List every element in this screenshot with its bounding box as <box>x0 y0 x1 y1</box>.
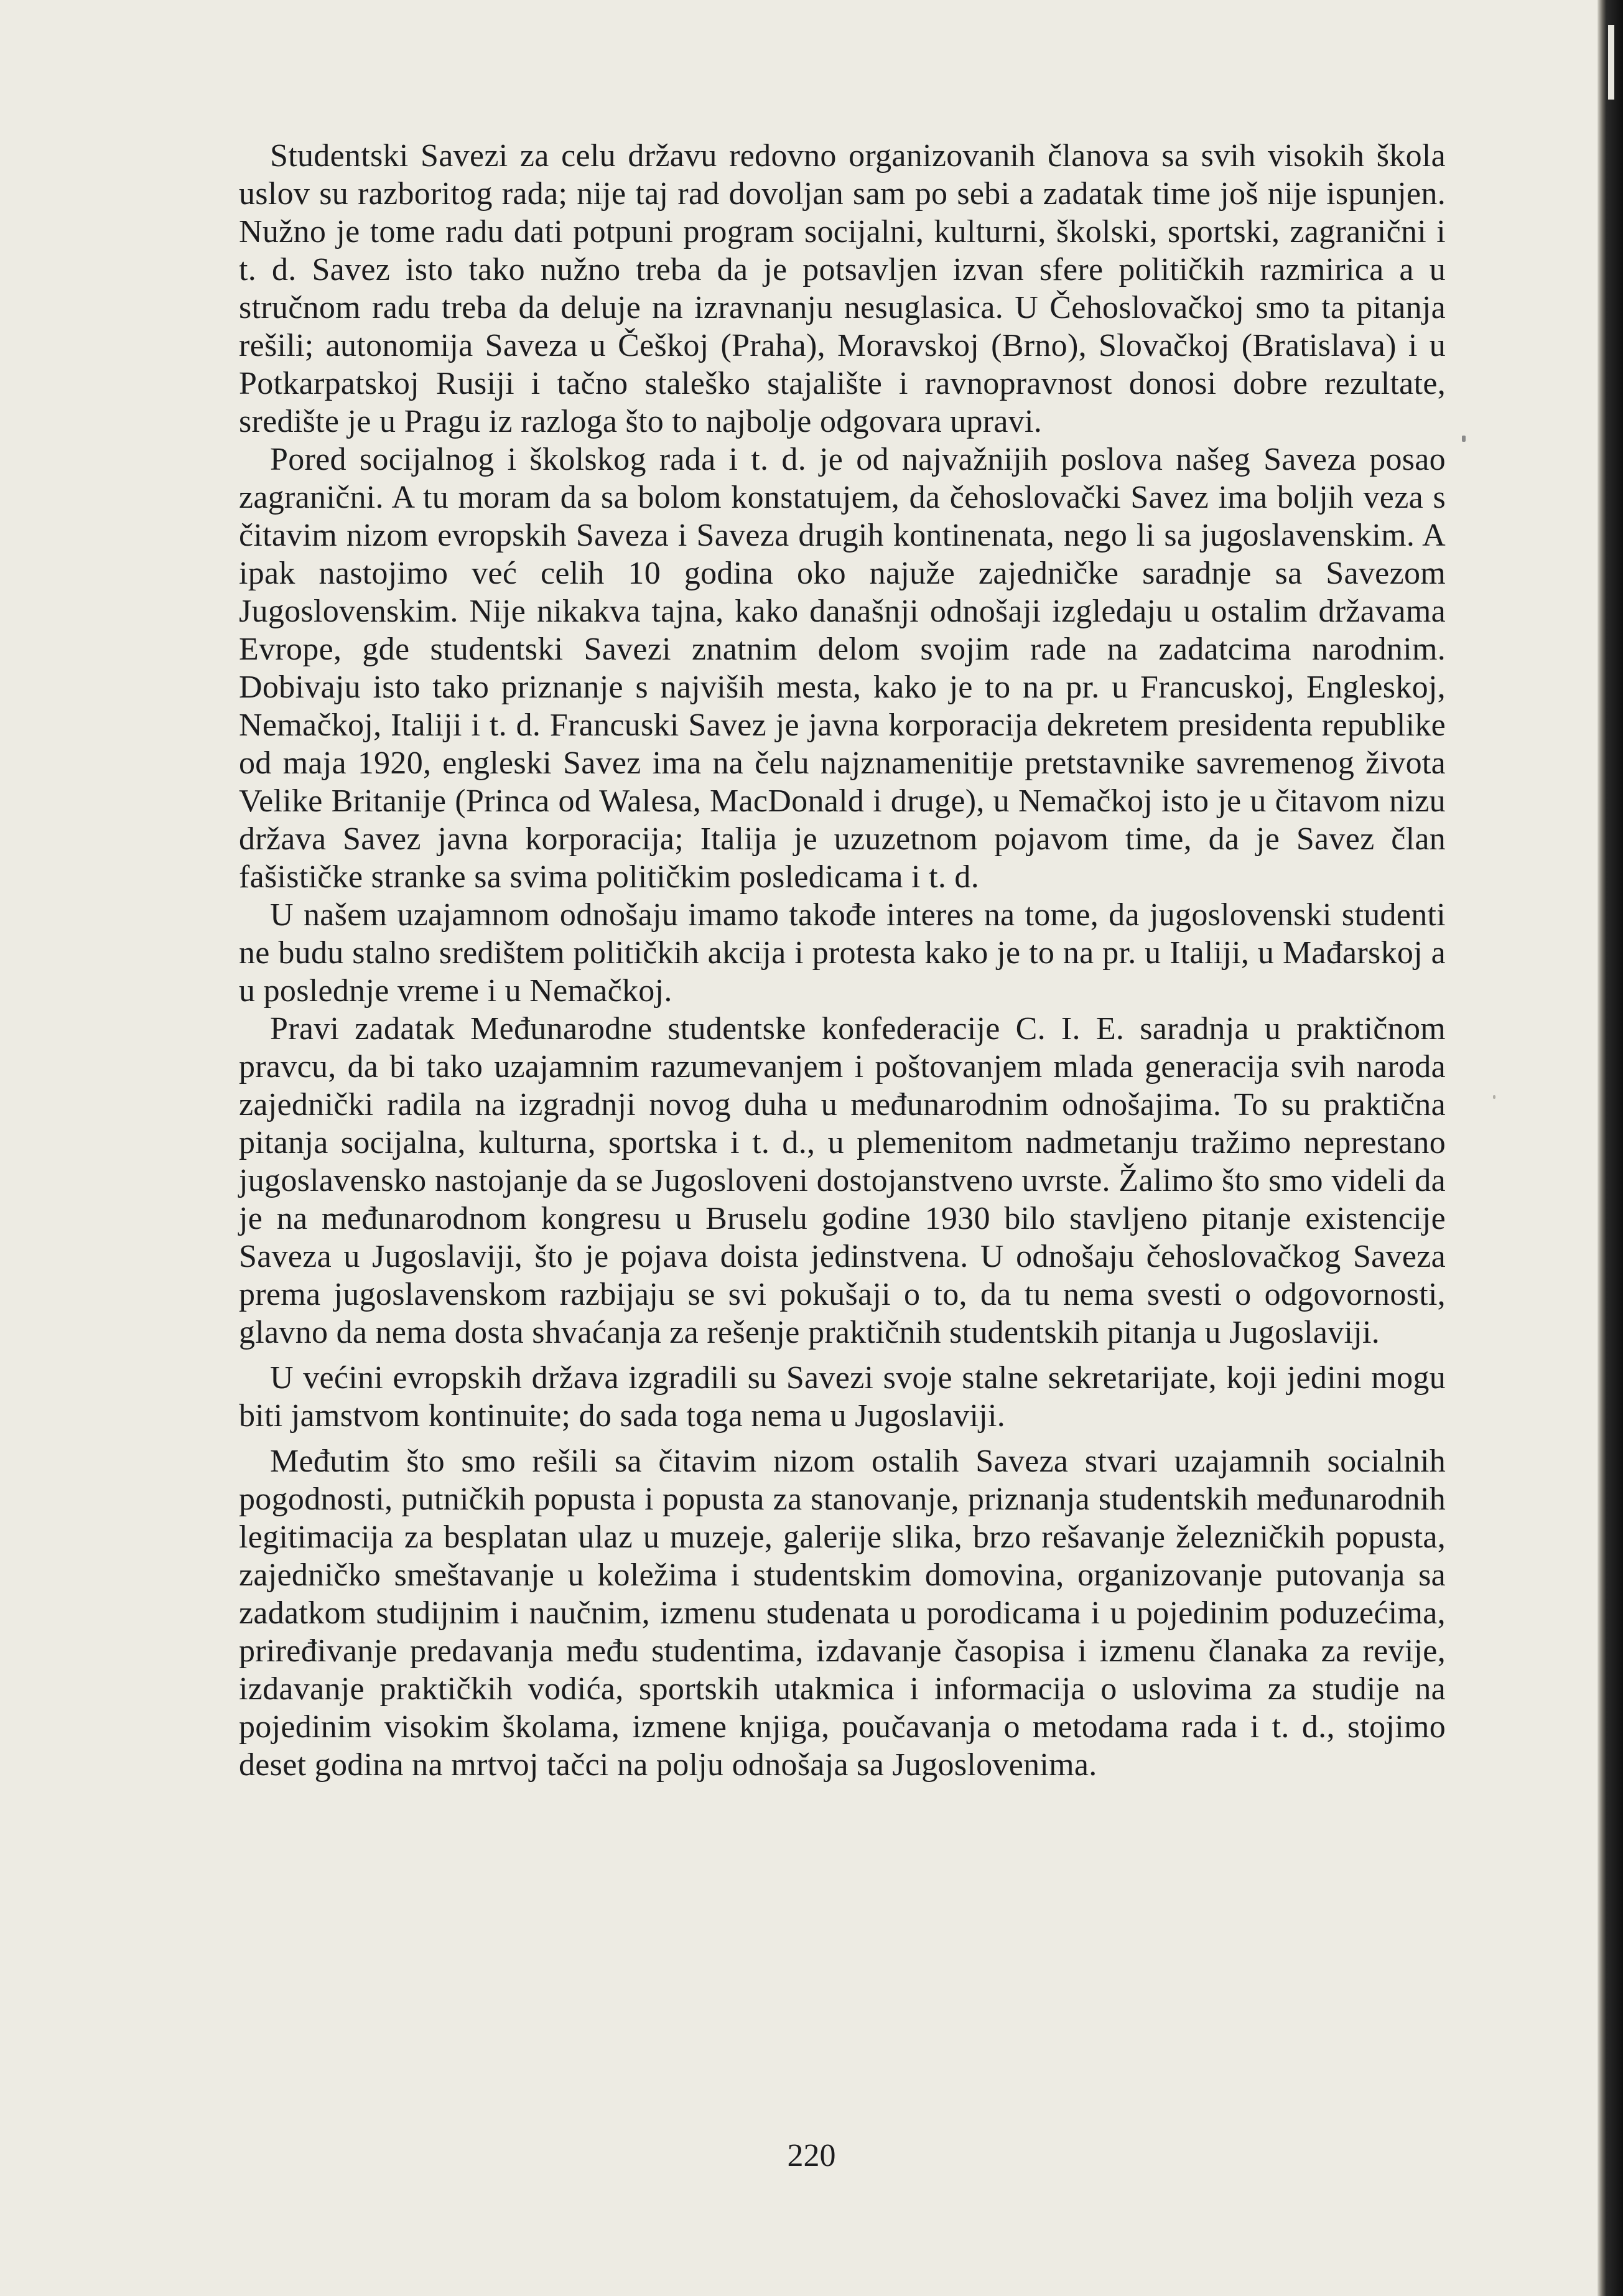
body-text <box>239 137 1446 1784</box>
paper-speck <box>1493 1095 1495 1099</box>
page-number: 220 <box>787 2138 836 2173</box>
paragraph-3: U našem uzajamnom odnošaju imamo takođe interes na tome, da jugoslovenski studenti ne budu stalno središtem političkih akcija i protesta kako je to na pr. u Italiji, u Mađarskoj a u poslednje vreme i u Nemačkoj. <box>239 897 1446 1009</box>
paragraph-4: Pravi zadatak Međunarodne studentske konfederacije C. I. E. saradnja u praktičnom pravcu, da bi tako uzajamnim razumevanjem i poštovanjem mlada generacija svih naroda zajednički radila na izgradnji novog duha u međunarodnim odnošajima. To su praktična pitanja socijalna, kulturna, sportska i t. d., u plemenitom nadmetanju tražimo neprestano jugoslavensko nastojanje da se Jugosloveni dostojanstveno uvrste. Žalimo što smo videli da je na međunarodnom kongresu u Bruselu godine 1930 bilo stavljeno pitanje existencije Saveza u Jugoslaviji, što je pojava doista jedinstvena. U odnošaju čehoslovačkog Saveza prema jugoslavenskom razbijaju se svi pokušaji o to, da tu nema svesti o odgovornosti, glavno da nema dosta shvaćanja za rešenje praktičnih studentskih pitanja u Jugoslaviji. <box>239 1011 1446 1350</box>
binding-notch <box>1608 25 1614 100</box>
paper-speck <box>1462 436 1466 442</box>
paragraph-6: Međutim što smo rešili sa čitavim nizom ostalih Saveza stvari uzajamnih socialnih pogodnosti, putničkih popusta i popusta za stanovanje, priznanja studentskih međunarodnih legitimacija za besplatan ulaz u muzeje, galerije slika, brzo rešavanje železničkih popusta, zajedničko smeštavanje u koležima i studentskim domovina, organizovanje putovanja sa zadatkom studijnim i naučnim, izmenu studenata u porodicama i u pojedinim poduzećima, priređivanje predavanja među studentima, izdavanje časopisa i izmenu članaka za revije, izdavanje praktičkih vodića, sportskih utakmica i informacija o uslovima za studije na pojedinim visokim školama, izmene knjiga, poučavanja o metodama rada i t. d., stojimo deset godina na mrtvoj tačci na polju odnošaja sa Jugoslovenima. <box>239 1444 1446 1783</box>
paragraph-2: Pored socijalnog i školskog rada i t. d. je od najvažnijih poslova našeg Saveza posao zagranični. A tu moram da sa bolom konstatujem, da čehoslovački Savez ima boljih veza s čitavim nizom evropskih Saveza i Saveza drugih kontinenata, nego li sa jugoslavenskim. A ipak nastojimo već celih 10 godina oko najuže zajedničke saradnje sa Savezom Jugoslovenskim. Nije nikakva tajna, kako današnji odnošaji izgledaju u ostalim državama Evrope, gde studentski Savezi znatnim delom svojim rade na zadatcima narodnim. Dobivaju isto tako priznanje s najviših mesta, kako je to na pr. u Francuskoj, Engleskoj, Nemačkoj, Italiji i t. d. Francuski Savez je javna korporacija dekretem presidenta republike od maja 1920, engleski Savez ima na čelu najznamenitije pretstavnike savremenog života Velike Britanije (Princa od Walesa, MacDonald i druge), u Nemačkoj isto je u čitavom nizu država Savez javna korporacija; Italija je uzuzetnom pojavom time, da je Savez član fašističke stranke sa svima političkim posledicama i t. d. <box>239 442 1446 895</box>
paragraph-1: Studentski Savezi za celu državu redovno organizovanih članova sa svih visokih škola uslov su razboritog rada; nije taj rad dovoljan sam po sebi a zadatak time još nije ispunjen. Nužno je tome radu dati potpuni program socijalni, kulturni, školski, sportski, zagranični i t. d. Savez isto tako nužno treba da je potsavljen izvan sfere političkih razmirica a u stručnom radu treba da deluje na izravnanju nesuglasica. U Čehoslovačkoj smo ta pitanja rešili; autonomija Saveza u Češkoj (Praha), Moravskoj (Brno), Slovačkoj (Bratislava) i u Potkarpatskoj Rusiji i tačno staleško stajalište i ravnopravnost donosi dobre rezultate, središte je u Pragu iz razloga što to najbolje odgovara upravi. <box>239 138 1446 439</box>
paragraph-5: U većini evropskih država izgradili su Savezi svoje stalne sekretarijate, koji jedini mogu biti jamstvom kontinuite; do sada toga nema u Jugoslaviji. <box>239 1360 1446 1434</box>
book-binding-edge <box>1597 0 1623 2296</box>
